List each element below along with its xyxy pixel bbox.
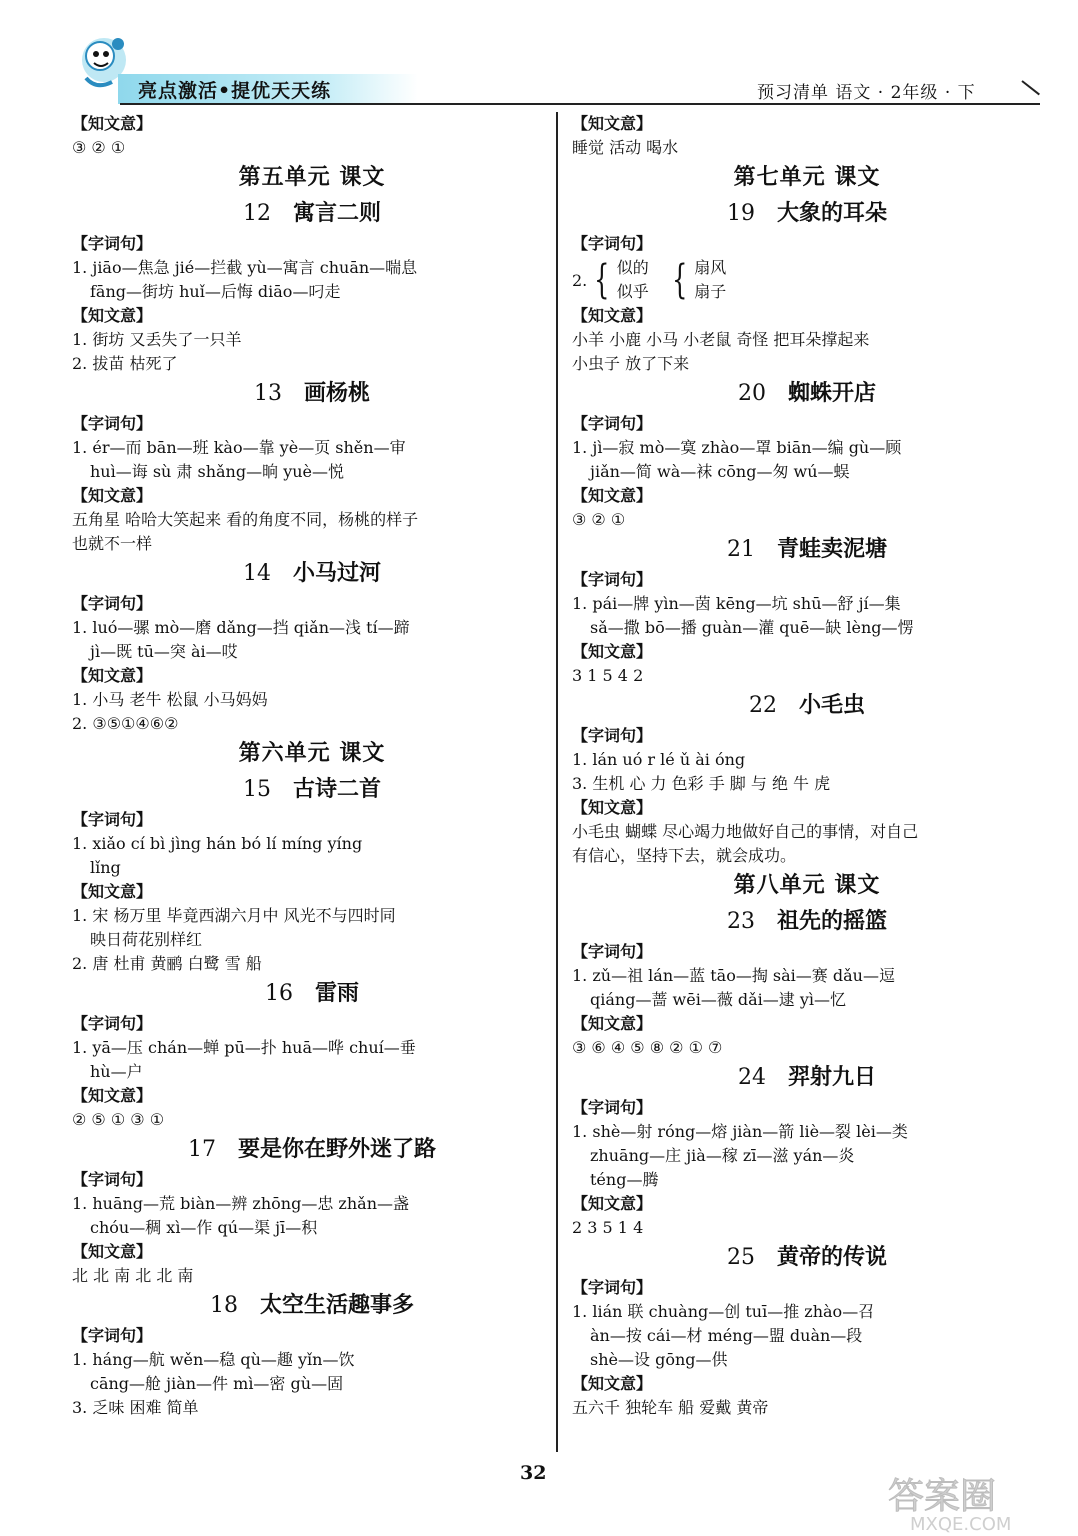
section-tag: 【知文意】 xyxy=(572,486,653,505)
lesson-name: 雷雨 xyxy=(314,981,359,1006)
answer-line: cāng—舱 jiàn—件 mì—密 gù—固 xyxy=(90,1374,344,1393)
answer-line: 3. 生机 心 力 色彩 手 脚 与 绝 牛 虎 xyxy=(572,774,831,793)
page-number: 32 xyxy=(520,1462,547,1484)
section-tag: 【字词句】 xyxy=(72,1326,153,1345)
lesson-name: 蜘蛛开店 xyxy=(787,381,876,406)
left-column xyxy=(72,112,552,1420)
answer-line: 1. 宋 杨万里 毕竟西湖六月中 风光不与四时同 xyxy=(72,906,396,925)
answer-line: ③ ② ① xyxy=(72,138,126,157)
lesson-title xyxy=(72,556,552,592)
section-tag: 【知文意】 xyxy=(572,798,653,817)
right-column xyxy=(572,112,1042,1420)
lesson-number: 23 xyxy=(726,909,755,934)
lesson-title xyxy=(72,196,552,232)
page-header xyxy=(0,0,1078,110)
answer-line: 1. jì—寂 mò—寞 zhào—罩 biān—编 gù—顾 xyxy=(572,438,902,457)
header-subtitle: 预习清单 语文 · 2年级 · 下 xyxy=(757,83,976,103)
answer-line: 3 1 5 4 2 xyxy=(572,666,644,685)
lesson-title xyxy=(572,532,1042,568)
lesson-title xyxy=(572,688,1042,724)
lesson-title xyxy=(72,772,552,808)
lesson-number: 17 xyxy=(187,1137,216,1162)
section-tag: 【字词句】 xyxy=(572,726,653,745)
header-rule xyxy=(120,103,1040,105)
section-tag: 【字词句】 xyxy=(572,570,653,589)
section-tag: 【知文意】 xyxy=(72,882,153,901)
word: 扇子 xyxy=(694,282,727,301)
section-tag: 【知文意】 xyxy=(72,1086,153,1105)
answer-line: 睡觉 活动 喝水 xyxy=(572,138,679,157)
lesson-number: 22 xyxy=(748,693,777,718)
answer-line: 1. jiāo—焦急 jié—拦截 yù—寓言 chuān—喘息 xyxy=(72,258,418,277)
section-tag: 【知文意】 xyxy=(72,1242,153,1261)
section-tag: 【知文意】 xyxy=(72,114,153,133)
unit-title: 第五单元 课文 xyxy=(238,165,386,190)
answer-line: 1. shè—射 róng—熔 jiàn—箭 liè—裂 lèi—类 xyxy=(572,1122,908,1141)
section-tag: 【字词句】 xyxy=(72,1014,153,1033)
answer-line: jiǎn—简 wà—袜 cōng—匆 wú—蜈 xyxy=(590,462,850,481)
answer-line: 1. pái—牌 yìn—茵 kēng—坑 shū—舒 jí—集 xyxy=(572,594,901,613)
answer-line: 五六千 独轮车 船 爱戴 黄帝 xyxy=(572,1398,769,1417)
lesson-number: 21 xyxy=(726,537,755,562)
lesson-title xyxy=(572,196,1042,232)
answer-line: chóu—稠 xì—作 qú—渠 jī—积 xyxy=(90,1218,318,1237)
answer-line: 1. zǔ—祖 lán—蓝 tāo—掏 sài—赛 dǎu—逗 xyxy=(572,966,895,985)
answer-line: 2. 拔苗 枯死了 xyxy=(72,354,178,373)
left-brace-icon: { xyxy=(594,257,610,303)
lesson-number: 15 xyxy=(242,777,271,802)
word-pairs xyxy=(572,256,1042,304)
section-tag: 【字词句】 xyxy=(72,810,153,829)
answer-line: fāng—街坊 huǐ—后悔 diāo—叼走 xyxy=(90,282,341,301)
answer-line: ③ ⑥ ④ ⑤ ⑧ ② ① ⑦ xyxy=(572,1038,723,1057)
answer-line: 小羊 小鹿 小马 小老鼠 奇怪 把耳朵撑起来 xyxy=(572,330,870,349)
answer-line: sǎ—撒 bō—播 guàn—灌 quē—缺 lèng—愣 xyxy=(590,618,914,637)
lesson-title xyxy=(72,1132,552,1168)
lesson-name: 寓言二则 xyxy=(292,201,381,226)
section-tag: 【知文意】 xyxy=(72,486,153,505)
section-tag: 【知文意】 xyxy=(572,1194,653,1213)
item-number: 2. xyxy=(572,270,588,290)
lesson-name: 青蛙卖泥塘 xyxy=(776,537,887,562)
lesson-name: 黄帝的传说 xyxy=(776,1245,887,1270)
lesson-name: 祖先的摇篮 xyxy=(776,909,887,934)
answer-line: 2. ③⑤①④⑥② xyxy=(72,714,179,733)
answer-line: 1. xiǎo cí bì jìng hán bó lí míng yíng xyxy=(72,834,363,853)
answer-line: 1. ér—而 bān—班 kào—靠 yè—页 shěn—审 xyxy=(72,438,406,457)
answer-line: 映日荷花别样红 xyxy=(90,930,203,949)
lesson-name: 要是你在野外迷了路 xyxy=(237,1137,436,1162)
word: 扇风 xyxy=(694,258,727,277)
header-slash-mark xyxy=(1021,80,1040,95)
answer-line: ③ ② ① xyxy=(572,510,626,529)
answer-line: 1. 街坊 又丢失了一只羊 xyxy=(72,330,242,349)
lesson-number: 25 xyxy=(726,1245,755,1270)
section-tag: 【字词句】 xyxy=(72,234,153,253)
answer-line: 有信心，坚持下去，就会成功。 xyxy=(572,846,797,865)
word-pair xyxy=(694,256,726,304)
word-pair xyxy=(617,256,649,304)
lesson-title xyxy=(72,376,552,412)
section-tag: 【知文意】 xyxy=(72,666,153,685)
section-tag: 【字词句】 xyxy=(572,234,653,253)
unit-title: 第八单元 课文 xyxy=(733,873,881,898)
answer-line: hù—户 xyxy=(90,1062,143,1081)
brand-title: 亮点激活•提优天天练 xyxy=(138,80,332,102)
section-tag: 【知文意】 xyxy=(72,306,153,325)
answer-line: 1. háng—航 wěn—稳 qù—趣 yǐn—饮 xyxy=(72,1350,355,1369)
section-tag: 【字词句】 xyxy=(572,1098,653,1117)
answer-line: shè—设 gōng—供 xyxy=(590,1350,728,1369)
answer-line: 3. 乏味 困难 简单 xyxy=(72,1398,199,1417)
lesson-number: 20 xyxy=(737,381,766,406)
lesson-name: 小毛虫 xyxy=(798,693,865,718)
lesson-number: 19 xyxy=(726,201,755,226)
answer-line: lǐng xyxy=(90,858,121,877)
answer-line: 1. lián 联 chuàng—创 tuī—推 zhào—召 xyxy=(572,1302,875,1321)
lesson-name: 羿射九日 xyxy=(787,1065,876,1090)
section-tag: 【字词句】 xyxy=(572,1278,653,1297)
section-tag: 【字词句】 xyxy=(72,594,153,613)
lesson-number: 13 xyxy=(253,381,282,406)
section-tag: 【字词句】 xyxy=(572,942,653,961)
section-tag: 【字词句】 xyxy=(72,414,153,433)
answer-line: 2 3 5 1 4 xyxy=(572,1218,644,1237)
lesson-name: 太空生活趣事多 xyxy=(259,1293,414,1318)
lesson-title xyxy=(572,376,1042,412)
svg-text:MXQE.COM: MXQE.COM xyxy=(910,1514,1012,1534)
lesson-title xyxy=(572,1240,1042,1276)
answer-line: 1. lán uó r lé ǔ ài óng xyxy=(572,750,746,769)
lesson-title xyxy=(72,976,552,1012)
answer-line: 小虫子 放了下来 xyxy=(572,354,690,373)
section-tag: 【字词句】 xyxy=(72,1170,153,1189)
lesson-title xyxy=(572,1060,1042,1096)
lesson-number: 18 xyxy=(209,1293,238,1318)
answer-line: 1. luó—骡 mò—磨 dǎng—挡 qiǎn—浅 tí—蹄 xyxy=(72,618,410,637)
section-tag: 【知文意】 xyxy=(572,114,653,133)
answer-line: qiáng—蔷 wēi—薇 dǎi—逮 yì—忆 xyxy=(590,990,847,1009)
lesson-number: 24 xyxy=(737,1065,766,1090)
lesson-name: 古诗二首 xyxy=(292,777,381,802)
unit-title: 第七单元 课文 xyxy=(733,165,881,190)
section-tag: 【知文意】 xyxy=(572,642,653,661)
answer-line: 五角星 哈哈大笑起来 看的角度不同，杨桃的样子 xyxy=(72,510,419,529)
answer-line: 1. huāng—荒 biàn—辨 zhōng—忠 zhǎn—盏 xyxy=(72,1194,410,1213)
word: 似的 xyxy=(616,258,649,277)
answer-line: téng—腾 xyxy=(590,1170,659,1189)
answer-line: 2. 唐 杜甫 黄鹂 白鹭 雪 船 xyxy=(72,954,262,973)
left-brace-icon: { xyxy=(671,257,688,303)
lesson-number: 16 xyxy=(264,981,293,1006)
column-divider xyxy=(556,112,558,1452)
answer-line: 1. 小马 老牛 松鼠 小马妈妈 xyxy=(72,690,268,709)
answer-line: ② ⑤ ① ③ ① xyxy=(72,1110,165,1129)
answer-line: huì—诲 sù 肃 shǎng—晌 yuè—悦 xyxy=(90,462,345,481)
lesson-number: 12 xyxy=(242,201,271,226)
lesson-name: 小马过河 xyxy=(292,561,381,586)
section-tag: 【知文意】 xyxy=(572,1374,653,1393)
lesson-number: 14 xyxy=(242,561,271,586)
lesson-name: 画杨桃 xyxy=(303,381,370,406)
word: 似乎 xyxy=(616,282,649,301)
svg-text:答案圈: 答案圈 xyxy=(888,1476,997,1517)
unit-title: 第六单元 课文 xyxy=(238,741,386,766)
answer-line: àn—按 cái—材 méng—盟 duàn—段 xyxy=(590,1326,863,1345)
answer-line: 北 北 南 北 北 南 xyxy=(72,1266,194,1285)
lesson-title xyxy=(572,904,1042,940)
section-tag: 【知文意】 xyxy=(572,1014,653,1033)
answer-line: jì—既 tū—突 ài—哎 xyxy=(90,642,238,661)
answer-line: 小毛虫 蝴蝶 尽心竭力地做好自己的事情，对自己 xyxy=(572,822,919,841)
answer-line: zhuāng—庄 jià—稼 zī—滋 yán—炎 xyxy=(590,1146,855,1165)
watermark-logo-icon xyxy=(880,1468,1070,1534)
section-tag: 【知文意】 xyxy=(572,306,653,325)
section-tag: 【字词句】 xyxy=(572,414,653,433)
answer-line: 也就不一样 xyxy=(72,534,153,553)
answer-line: 1. yā—压 chán—蝉 pū—扑 huā—哗 chuí—垂 xyxy=(72,1038,416,1057)
lesson-title xyxy=(72,1288,552,1324)
lesson-name: 大象的耳朵 xyxy=(776,201,887,226)
